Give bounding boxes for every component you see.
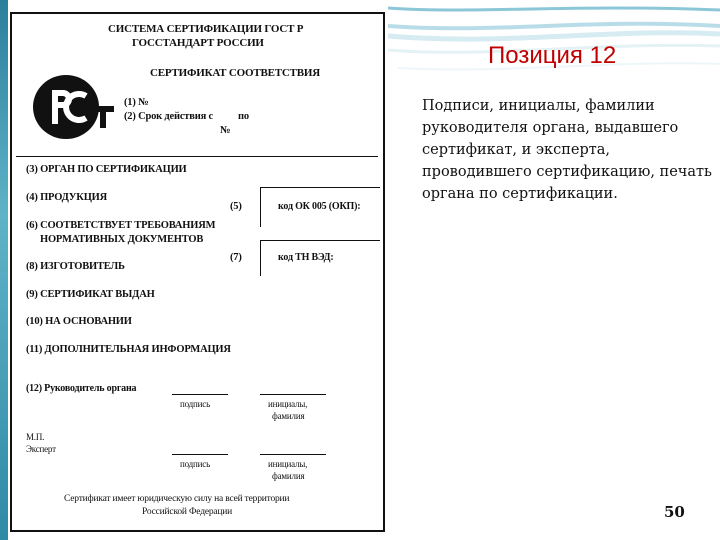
field-2-number: № — [220, 125, 231, 136]
field-11: (11) ДОПОЛНИТЕЛЬНАЯ ИНФОРМАЦИЯ — [26, 344, 231, 355]
sign-label-2: подпись — [180, 459, 210, 469]
cert-header-line1: СИСТЕМА СЕРТИФИКАЦИИ ГОСТ Р — [108, 23, 304, 35]
field-12: (12) Руководитель органа — [26, 383, 137, 394]
name-label-1b: фамилия — [272, 411, 305, 421]
mp-label: М.П. — [26, 432, 45, 442]
page-number: 50 — [664, 503, 685, 521]
expert-label: Эксперт — [26, 444, 56, 454]
name-label-1a: инициалы, — [268, 399, 308, 409]
slide-description: Подписи, инициалы, фамилии руководителя органа, выдавшего сертификат, и эксперта, проводившего сертификацию, печать органа по сертификации. — [422, 98, 712, 202]
field-3: (3) ОРГАН ПО СЕРТИФИКАЦИИ — [26, 164, 187, 175]
name-label-2a: инициалы, — [268, 459, 308, 469]
cert-title: СЕРТИФИКАТ СООТВЕТСТВИЯ — [150, 67, 320, 79]
field-2-to: по — [238, 111, 249, 122]
field-5: (5) — [230, 201, 242, 212]
certificate-image — [10, 12, 385, 532]
footer-line2: Российской Федерации — [142, 507, 233, 517]
field-6-line1: (6) СООТВЕТСТВУЕТ ТРЕБОВАНИЯМ — [26, 220, 216, 231]
footer-line1: Сертификат имеет юридическую силу на всей территории — [64, 494, 290, 504]
left-accent-strip — [0, 0, 8, 540]
sign-label-1: подпись — [180, 399, 210, 409]
field-7: (7) — [230, 252, 242, 263]
slide-title: Позиция 12 — [488, 42, 617, 69]
field-1: (1) № — [124, 97, 149, 108]
cert-header-line2: ГОССТАНДАРТ РОССИИ — [132, 37, 264, 49]
slide-content — [388, 0, 720, 540]
field-8: (8) ИЗГОТОВИТЕЛЬ — [26, 261, 125, 272]
field-7-code: код ТН ВЭД: — [278, 252, 334, 263]
field-6-line2: НОРМАТИВНЫХ ДОКУМЕНТОВ — [40, 234, 204, 245]
name-label-2b: фамилия — [272, 471, 305, 481]
field-2: (2) Срок действия с — [124, 111, 213, 122]
field-9: (9) СЕРТИФИКАТ ВЫДАН — [26, 289, 155, 300]
pct-logo-icon — [30, 72, 116, 142]
field-10: (10) НА ОСНОВАНИИ — [26, 316, 132, 327]
field-4: (4) ПРОДУКЦИЯ — [26, 192, 108, 203]
field-5-code: код ОК 005 (ОКП): — [278, 201, 361, 212]
